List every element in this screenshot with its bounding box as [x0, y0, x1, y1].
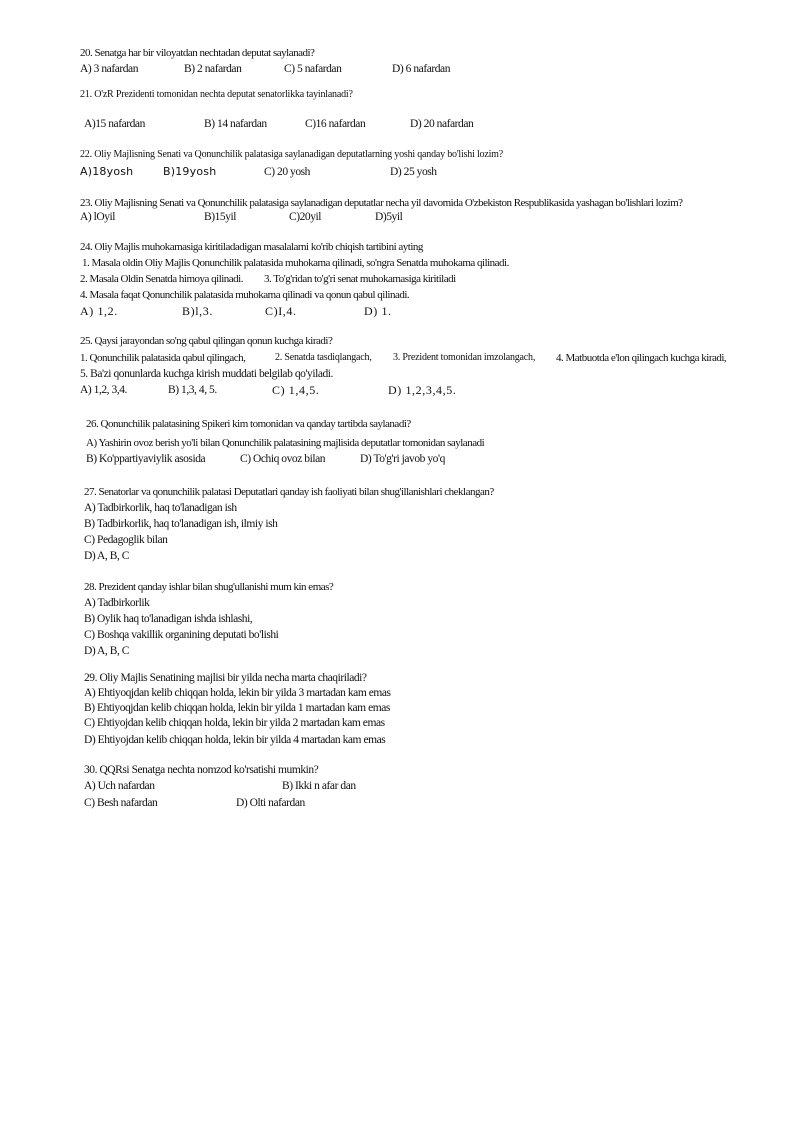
question-23: 23. Oliy Majlisning Senati va Qonunchilik palatasiga saylanadigan deputatlar necha yil davomida O'zbekiston Respublikasida yashagan bo'lishlari lozim? — [80, 197, 683, 209]
q24-option-a: A) 1,2. — [80, 304, 118, 318]
q30-option-d: D) Olti nafardan — [236, 797, 305, 809]
q25-option-b: B) 1,3, 4, 5. — [168, 384, 217, 396]
q27-option-b: B) Tadbirkorlik, haq to'lanadigan ish, ilmiy ish — [84, 518, 278, 530]
q30-option-a: A) Uch nafardan — [84, 780, 155, 792]
q30-option-b: B) Ikki n afar dan — [282, 780, 356, 792]
q29-option-a: A) Ehtiyoqjdan kelib chiqqan holda, lekin bir yilda 3 martadan kam emas — [84, 687, 391, 699]
q25-option-a: A) 1,2, 3,4. — [80, 384, 127, 396]
q20-option-c: C) 5 nafardan — [284, 63, 342, 75]
q28-option-c: C) Boshqa vakillik organining deputati bo'lishi — [84, 629, 279, 641]
q23-option-a: A) lOyil — [80, 211, 116, 223]
q25-item-2: 2. Senatda tasdiqlangach, — [275, 352, 372, 363]
q24-item-2: 2. Masala Oldin Senatda himoya qilinadi. — [80, 273, 243, 285]
question-28: 28. Prezident qanday ishlar bilan shug'ullanishi mum kin emas? — [84, 581, 334, 593]
question-27: 27. Senatorlar va qonunchilik palatasi Deputatlari qanday ish faoliyati bilan shug'illanishlari cheklangan? — [84, 486, 494, 498]
q24-option-b: B)l,3. — [182, 304, 213, 318]
q20-option-b: B) 2 nafardan — [184, 63, 242, 75]
q27-option-c: C) Pedagoglik bilan — [84, 534, 168, 546]
q26-option-b: B) Ko'ppartiyaviylik asosida — [86, 453, 206, 465]
question-21: 21. O'zR Prezidenti tomonidan nechta deputat senatorlikka tayinlanadi? — [80, 89, 353, 100]
q25-option-c: C) 1,4,5. — [272, 383, 320, 397]
q21-option-b: B) 14 nafardan — [204, 118, 267, 130]
q22-option-d: D) 25 yosh — [390, 166, 437, 178]
q25-item-5: 5. Ba'zi qonunlarda kuchga kirish muddati belgilab qo'yiladi. — [80, 368, 333, 380]
question-22: 22. Oliy Majlisning Senati va Qonunchilik palatasiga saylanadigan deputatlarning yoshi qanday bo'lishi lozim? — [80, 149, 503, 160]
q23-option-b: B)15yil — [204, 211, 236, 223]
question-30: 30. QQRsi Senatga nechta nomzod ko'rsatishi mumkin? — [84, 764, 319, 776]
q22-option-a: A)18yosh — [80, 165, 134, 178]
q21-option-c: C)16 nafardan — [305, 118, 366, 130]
q22-option-c: C) 20 yosh — [264, 166, 310, 178]
q21-option-a: A)15 nafardan — [84, 118, 145, 130]
q25-option-d: D) 1,2,3,4,5. — [388, 383, 457, 397]
q30-option-c: C) Besh nafardan — [84, 797, 158, 809]
question-20: 20. Senatga har bir viloyatdan nechtadan deputat saylanadi? — [80, 47, 315, 59]
q25-item-3: 3. Prezident tomonidan imzolangach, — [393, 352, 536, 363]
q22-option-b: B)19yosh — [163, 165, 217, 178]
q27-option-d: D) A, B, C — [84, 550, 130, 562]
q24-item-1: 1. Masala oldin Oliy Majlis Qonunchilik palatasida muhokama qilinadi, so'ngra Senatda muhokama qilinadi. — [82, 257, 509, 269]
q29-option-c: C) Ehtiyojdan kelib chiqqan holda, lekin bir yilda 2 martadan kam emas — [84, 717, 385, 729]
question-24: 24. Oliy Majlis muhokamasiga kiritiladadigan masalalarni ko'rib chiqish tartibini ayting — [80, 241, 423, 253]
q29-option-b: B) Ehtiyoqjdan kelib chiqqan holda, lekin bir yilda 1 martadan kam emas — [84, 702, 390, 714]
q25-item-1: 1. Qonunchilik palatasida qabul qilingach, — [80, 352, 246, 364]
q23-option-d: D)5yil — [375, 211, 403, 223]
q21-option-d: D) 20 nafardan — [410, 118, 474, 130]
q28-option-a: A) Tadbirkorlik — [84, 597, 150, 609]
q26-option-a: A) Yashirin ovoz berish yo'li bilan Qonunchilik palatasining majlisida deputatlar tomonidan saylanadi — [86, 437, 485, 449]
q24-item-3: 3. To'g'ridan to'g'ri senat muhokamasiga kiritiladi — [264, 273, 456, 285]
q29-option-d: D) Ehtiyojdan kelib chiqqan holda, lekin bir yilda 4 martadan kam emas — [84, 734, 386, 746]
q26-option-c: C) Ochiq ovoz bilan — [240, 453, 326, 465]
q26-option-d: D) To'g'ri javob yo'q — [360, 453, 445, 465]
q20-option-a: A) 3 nafardan — [80, 63, 139, 75]
question-25: 25. Qaysi jarayondan so'ng qabul qilingan qonun kuchga kiradi? — [80, 335, 333, 347]
q24-item-4: 4. Masala faqat Qonunchilik palatasida muhokama qilinadi va qonun qabul qilinadi. — [80, 289, 410, 301]
q27-option-a: A) Tadbirkorlik, haq to'lanadigan ish — [84, 502, 237, 514]
q24-option-d: D) 1. — [364, 304, 392, 318]
question-26: 26. Qonunchilik palatasining Spikeri kim tomonidan va qanday tartibda saylanadi? — [86, 418, 411, 430]
q28-option-b: B) Oylik haq to'lanadigan ishda ishlashi, — [84, 613, 253, 625]
q28-option-d: D) A, B, C — [84, 645, 130, 657]
question-29: 29. Oliy Majlis Senatining majlisi bir yilda necha marta chaqiriladi? — [84, 672, 367, 684]
q23-option-c: C)20yil — [289, 211, 321, 223]
q25-item-4: 4. Matbuotda e'lon qilingach kuchga kiradi, — [556, 352, 727, 364]
q24-option-c: C)I,4. — [265, 304, 297, 318]
q20-option-d: D) 6 nafardan — [392, 63, 451, 75]
